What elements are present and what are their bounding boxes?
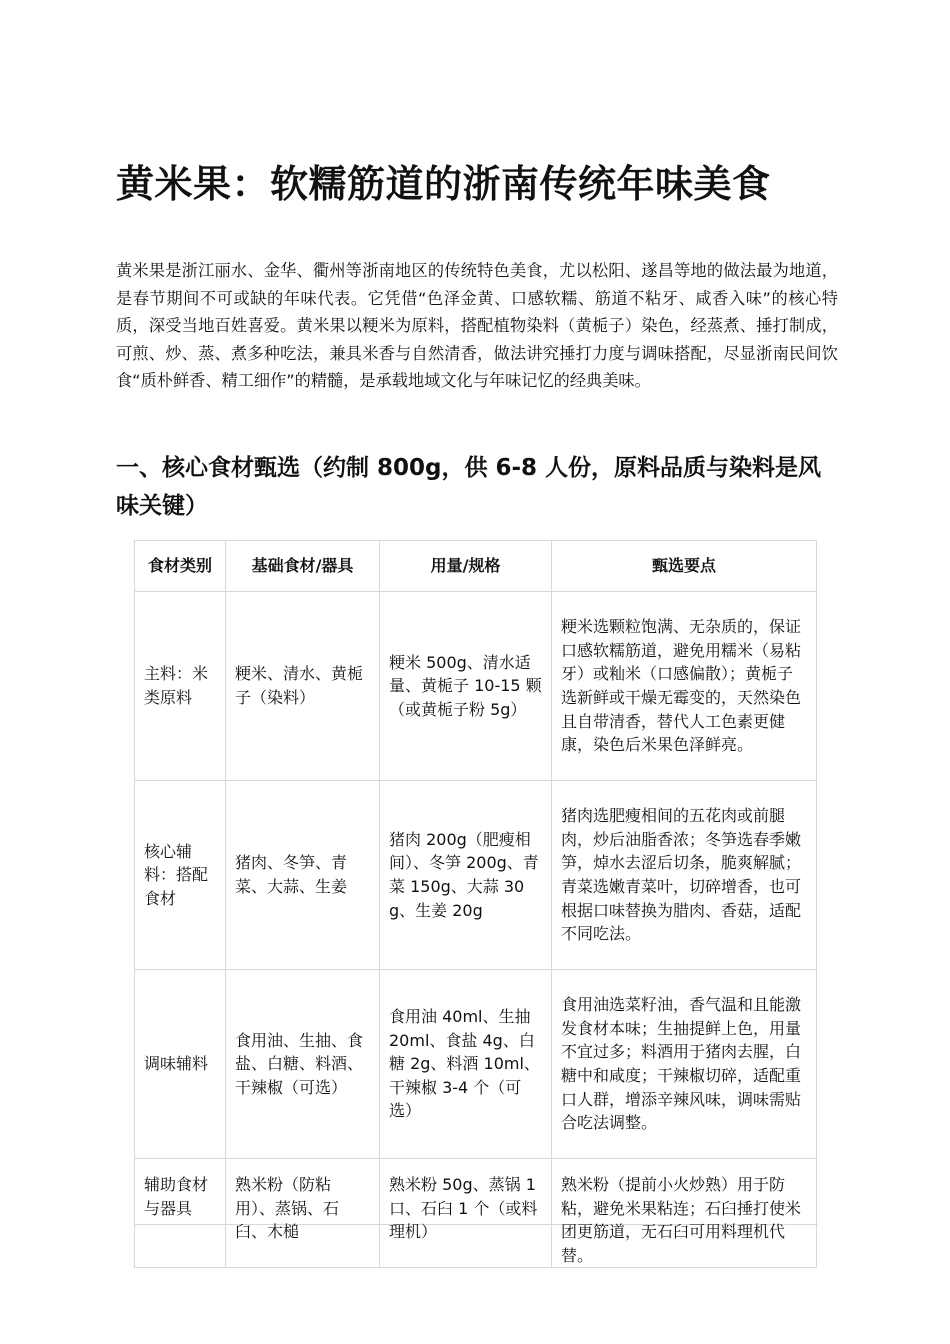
intro-paragraph: 黄米果是浙江丽水、金华、衢州等浙南地区的传统特色美食，尤以松阳、遂昌等地的做法最为地道，是春节期间不可或缺的年味代表。它凭借“色泽金黄、口感软糯、筋道不粘牙、咸香入味”的核心特质，深受当地百姓喜爱。黄米果以粳米为原料，搭配植物染料（黄栀子）染色，经蒸煮、捶打制成，可煎、炒、蒸、煮多种吃法，兼具米香与自然清香，做法讲究捶打力度与调味搭配，尽显浙南民间饮食“质朴鲜香、精工细作”的精髓，是承载地域文化与年味记忆的经典美味。: [116, 261, 838, 391]
table-row: [135, 781, 817, 970]
table-header-amount: 用量/规格: [380, 541, 552, 592]
table-cell-amount: 粳米 500g、清水适量、黄栀子 10-15 颗（或黄栀子粉 5g）: [380, 592, 552, 781]
table-cell-items: 猪肉、冬笋、青菜、大蒜、生姜: [226, 781, 380, 970]
page-title: 黄米果：软糯筋道的浙南传统年味美食: [116, 162, 771, 206]
table-header-category: 食材类别: [135, 541, 226, 592]
table-cell-category: 核心辅料：搭配食材: [135, 781, 226, 970]
table-cell-category: 调味辅料: [135, 970, 226, 1159]
table-cell-tips: 熟米粉（提前小火炒熟）用于防粘，避免米果粘连；石臼捶打使米团更筋道，无石臼可用料理机代替。: [552, 1159, 817, 1268]
table-cell-tips: 食用油选菜籽油，香气温和且能激发食材本味；生抽提鲜上色，用量不宜过多；料酒用于猪肉去腥，白糖中和咸度；干辣椒切碎，适配重口人群，增添辛辣风味，调味需贴合吃法调整。: [552, 970, 817, 1159]
table-cell-category: 辅助食材与器具: [135, 1159, 226, 1268]
table-row: [135, 592, 817, 781]
table-row: [135, 1159, 817, 1268]
table-header-items: 基础食材/器具: [226, 541, 380, 592]
section-heading-ingredients: 一、核心食材甄选（约制 800g，供 6-8 人份，原料品质与染料是风味关键）: [116, 455, 822, 519]
ingredients-table: [134, 540, 817, 1268]
table-cell-items: 熟米粉（防粘用）、蒸锅、石臼、木槌: [226, 1159, 380, 1268]
table-cell-tips: 猪肉选肥瘦相间的五花肉或前腿肉，炒后油脂香浓；冬笋选春季嫩笋，焯水去涩后切条，脆爽解腻；青菜选嫩青菜叶，切碎增香，也可根据口味替换为腊肉、香菇，适配不同吃法。: [552, 781, 817, 970]
table-cell-items: 粳米、清水、黄栀子（染料）: [226, 592, 380, 781]
table-cell-category: 主料：米类原料: [135, 592, 226, 781]
table-cell-items: 食用油、生抽、食盐、白糖、料酒、干辣椒（可选）: [226, 970, 380, 1159]
table-header-tips: 甄选要点: [552, 541, 817, 592]
table-cell-tips: 粳米选颗粒饱满、无杂质的，保证口感软糯筋道，避免用糯米（易粘牙）或籼米（口感偏散）；黄栀子选新鲜或干燥无霉变的，天然染色且自带清香，替代人工色素更健康，染色后米果色泽鲜亮。: [552, 592, 817, 781]
ingredients-table-container: [134, 540, 818, 1265]
table-cell-amount: 猪肉 200g（肥瘦相间）、冬笋 200g、青菜 150g、大蒜 30g、生姜 20g: [380, 781, 552, 970]
table-row: [135, 970, 817, 1159]
table-header-row: [135, 541, 817, 592]
table-cell-amount: 熟米粉 50g、蒸锅 1 口、石臼 1 个（或料理机）: [380, 1159, 552, 1268]
table-cell-amount: 食用油 40ml、生抽 20ml、食盐 4g、白糖 2g、料酒 10ml、干辣椒 3-4 个（可选）: [380, 970, 552, 1159]
